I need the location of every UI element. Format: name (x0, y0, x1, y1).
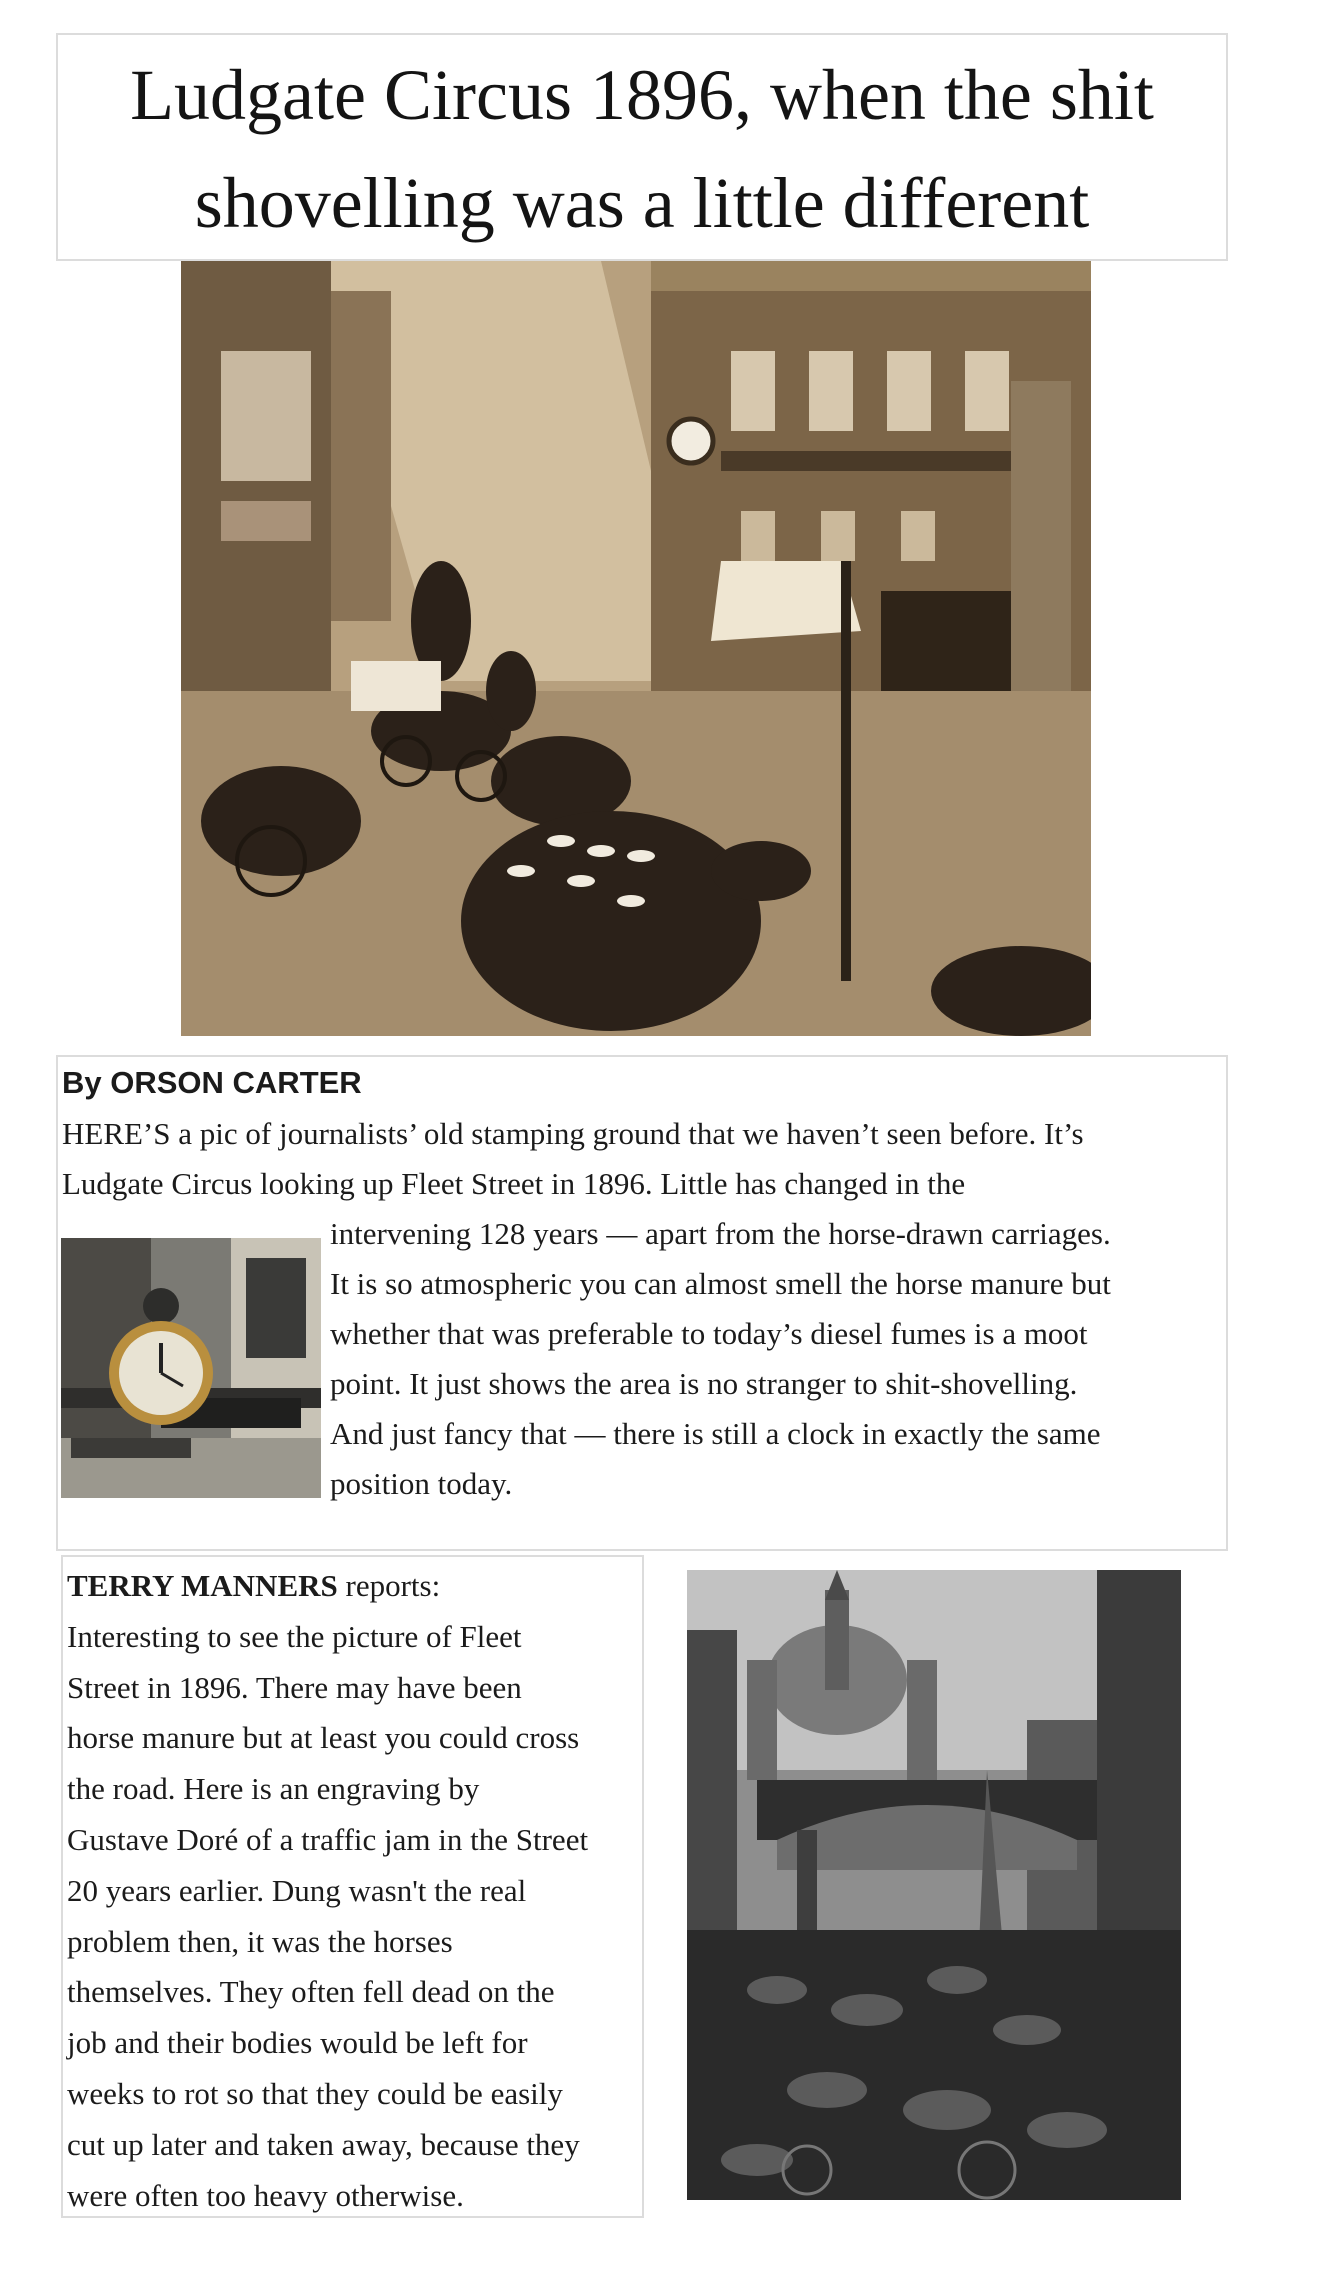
article-line: point. It just shows the area is no stranger to shit-shovelling. (330, 1366, 1078, 1401)
article-intro-text (62, 1109, 1222, 1209)
dore-engraving-drawing (687, 1570, 1181, 2200)
article-line: themselves. They often fell dead on the (67, 1974, 555, 2010)
headline: Ludgate Circus 1896, when the shit shovelling was a little different (130, 55, 1154, 243)
article-line: Gustave Doré of a traffic jam in the Street (67, 1821, 589, 1857)
article-line: 20 years earlier. Dung wasn't the real (67, 1872, 527, 1908)
article-line: problem then, it was the horses (67, 1923, 453, 1959)
article-line: position today. (330, 1466, 513, 1501)
headline-box (56, 33, 1228, 261)
orson-carter-article (56, 1055, 1228, 1551)
article-line: Interesting to see the picture of Fleet (67, 1618, 522, 1654)
article-line: horse manure but at least you could cross (67, 1720, 580, 1756)
article-line: And just fancy that — there is still a clock in exactly the same (330, 1416, 1101, 1451)
clock-photo-drawing (61, 1238, 321, 1498)
article-line: the road. Here is an engraving by (67, 1771, 480, 1807)
dore-engraving (687, 1570, 1181, 2200)
article-line: It is so atmospheric you can almost smell the horse manure but (330, 1266, 1111, 1301)
article-line: intervening 128 years — apart from the horse-drawn carriages. (330, 1216, 1111, 1251)
author-suffix: reports: (337, 1568, 441, 1603)
author-name: TERRY MANNERS (67, 1568, 338, 1603)
article-body-text (67, 1561, 641, 2221)
article-lead-line (67, 1561, 641, 1612)
article-line: Ludgate Circus looking up Fleet Street in 1896. Little has changed in the (62, 1166, 966, 1201)
clock-photo (61, 1238, 321, 1498)
article-body-text (330, 1209, 1220, 1509)
article-line: were often too heavy otherwise. (67, 2177, 464, 2213)
article-line: job and their bodies would be left for (67, 2025, 528, 2061)
article-line: Street in 1896. There may have been (67, 1669, 522, 1705)
ludgate-circus-photo (181, 261, 1091, 1036)
article-line: whether that was preferable to today’s diesel fumes is a moot (330, 1316, 1088, 1351)
terry-manners-article (61, 1555, 644, 2218)
article-line: HERE’S a pic of journalists’ old stamping ground that we haven’t seen before. It’s (62, 1116, 1084, 1151)
byline: By ORSON CARTER (62, 1065, 362, 1100)
article-line: weeks to rot so that they could be easily (67, 2075, 563, 2111)
article-line: cut up later and taken away, because they (67, 2126, 580, 2162)
ludgate-circus-photo-drawing (181, 261, 1091, 1036)
